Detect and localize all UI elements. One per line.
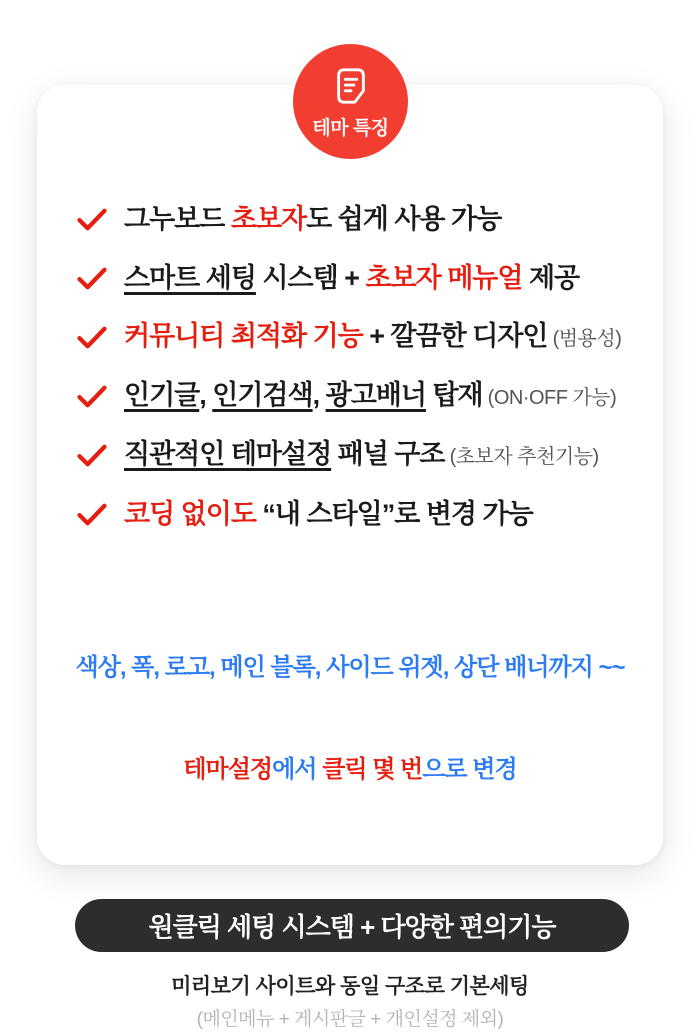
- check-icon: [77, 326, 107, 349]
- text-segment-note: (초보자 추천기능): [444, 445, 599, 468]
- text-segment-underline: 광고배너: [325, 379, 426, 410]
- feature-text: [124, 200, 501, 238]
- text-segment: + 깔끔한 디자인: [362, 320, 548, 351]
- text-segment: 그누보드: [124, 204, 231, 234]
- text-segment-red: 코딩 없이도: [124, 499, 256, 529]
- theme-feature-badge: [293, 44, 408, 159]
- text-segment: ,: [199, 379, 213, 410]
- text-segment-red: 테마설정: [183, 756, 273, 783]
- footer-subnote: (메인메뉴 + 게시판글 + 개인설정 제외): [196, 1009, 504, 1030]
- text-segment: 탑재: [425, 379, 483, 410]
- text-segment: 도 쉽게 사용 가능: [306, 204, 502, 234]
- feature-item: [75, 436, 625, 474]
- highlight-text: [75, 583, 625, 855]
- feature-text: [124, 259, 579, 297]
- check-icon: [77, 503, 107, 526]
- text-segment-red: 클릭 몇 번: [322, 756, 423, 783]
- footer-note: 미리보기 사이트와 동일 구조로 기본세팅: [171, 975, 529, 998]
- feature-item: [75, 377, 625, 415]
- text-segment: 패널 구조: [331, 438, 445, 469]
- feature-item: [75, 200, 625, 238]
- feature-item: [75, 495, 625, 533]
- text-segment: 제공: [522, 263, 580, 293]
- feature-item: [75, 259, 625, 297]
- check-icon: [77, 267, 107, 290]
- text-segment-red: 초보자: [230, 204, 307, 234]
- text-segment: 에서: [272, 756, 323, 783]
- text-segment-underline: 인기글: [124, 379, 200, 410]
- highlight-line-2: [75, 753, 625, 787]
- text-segment-underline: 직관적인 테마설정: [124, 438, 332, 469]
- text-segment-underline: 스마트 세팅: [124, 263, 256, 293]
- one-click-setting-banner: 원클릭 세팅 시스템 + 다양한 편의기능: [75, 899, 629, 952]
- text-segment: 으로 변경: [422, 756, 517, 783]
- text-segment: 시스템 +: [255, 263, 366, 293]
- text-segment: “내 스타일”로 변경 가능: [255, 499, 533, 529]
- feature-text: [124, 435, 599, 476]
- text-segment-note: (ON·OFF 가능): [482, 386, 617, 409]
- badge-label: 테마 특징: [312, 117, 389, 139]
- feature-item: [75, 318, 625, 356]
- document-icon: [333, 66, 369, 106]
- check-icon: [77, 208, 107, 231]
- highlight-line-1: 색상, 폭, 로고, 메인 블록, 사이드 위젯, 상단 배너까지 ~~: [75, 654, 625, 681]
- text-segment: ,: [312, 379, 326, 410]
- feature-card: [37, 85, 663, 1030]
- text-segment-red: 커뮤니티 최적화 기능: [124, 320, 363, 351]
- feature-text: [124, 376, 616, 417]
- feature-text: [124, 317, 621, 358]
- check-icon: [77, 385, 107, 408]
- feature-text: [124, 495, 533, 533]
- check-icon: [77, 444, 107, 467]
- text-segment-note: (범용성): [547, 327, 622, 350]
- text-segment-underline: 인기검색: [212, 379, 313, 410]
- text-segment-red: 초보자 메뉴얼: [365, 263, 523, 293]
